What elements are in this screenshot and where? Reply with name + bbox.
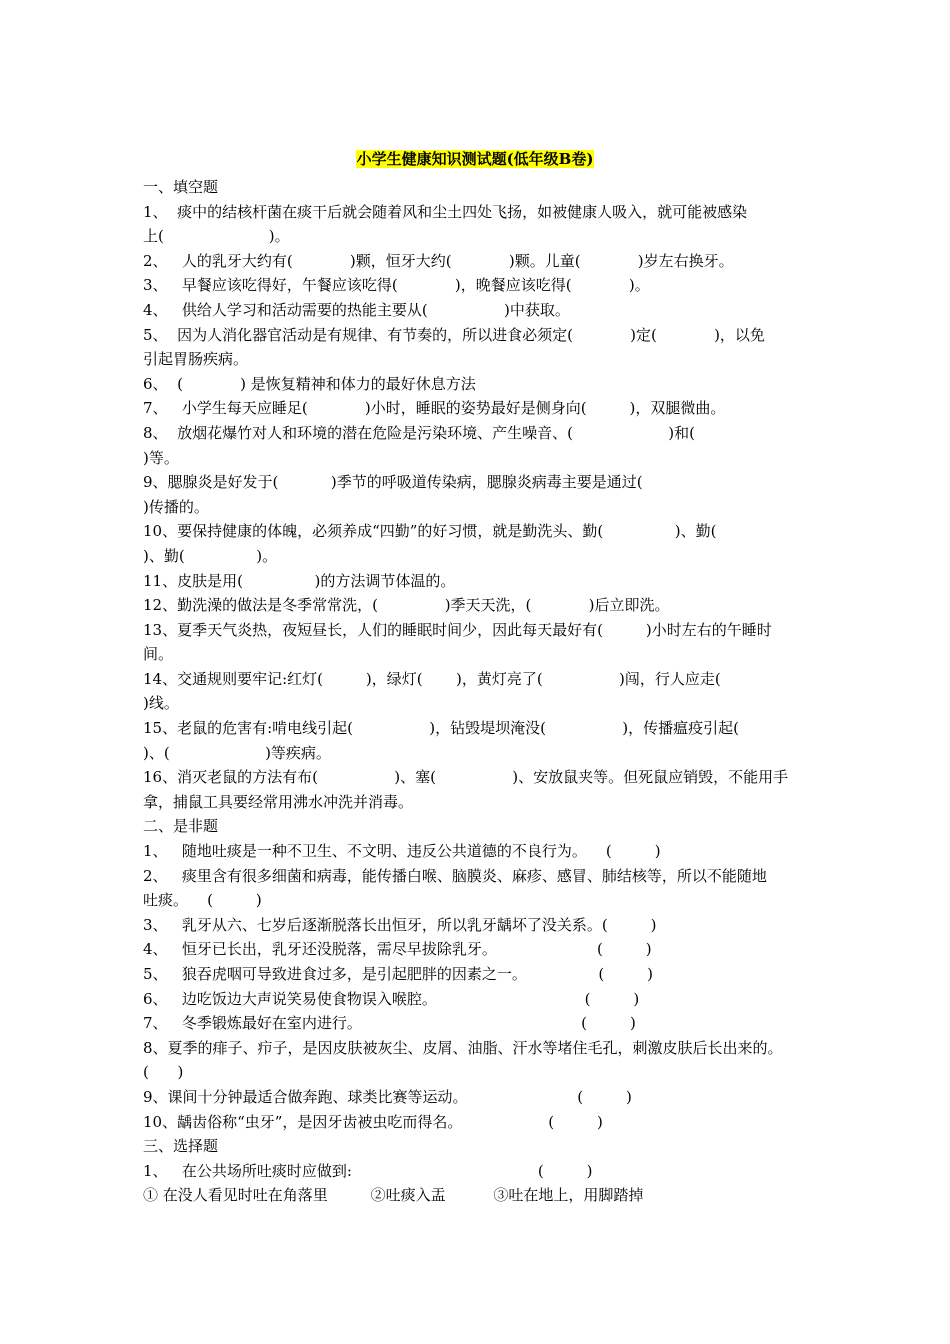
text-line: 10、要保持健康的体魄，必须养成“四勤”的好习惯，就是勤洗头、勤( )、勤( bbox=[143, 522, 717, 541]
text-line: 上( )。 bbox=[143, 227, 290, 246]
text-line: 引起胃肠疾病。 bbox=[143, 350, 249, 369]
text-line: 6、 ( ) 是恢复精神和体力的最好休息方法 bbox=[143, 374, 476, 393]
text-line: 7、 冬季锻炼最好在室内进行。 ( ) bbox=[143, 1014, 636, 1033]
text-line: 7、 小学生每天应睡足( )小时，睡眠的姿势最好是侧身向( )，双腿微曲。 bbox=[143, 399, 726, 418]
text-line: 3、 早餐应该吃得好，午餐应该吃得( )，晚餐应该吃得( )。 bbox=[143, 276, 650, 295]
text-line: ① 在没人看见时吐在角落里 ②吐痰入盂 ③吐在地上，用脚踏掉 bbox=[143, 1186, 644, 1205]
text-line: )传播的。 bbox=[143, 497, 209, 516]
document-title: 小学生健康知识测试题(低年级B卷) bbox=[356, 150, 594, 168]
text-line: 3、 乳牙从六、七岁后逐渐脱落长出恒牙，所以乳牙龋坏了没关系。( ) bbox=[143, 915, 657, 934]
text-line: ( ) bbox=[143, 1063, 184, 1082]
text-line: 12、勤洗澡的做法是冬季常常洗，( )季天天洗，( )后立即洗。 bbox=[143, 596, 670, 615]
text-line: 9、腮腺炎是好发于( )季节的呼吸道传染病，腮腺炎病毒主要是通过( bbox=[143, 473, 643, 492]
text-line: )线。 bbox=[143, 694, 179, 713]
text-line: )、( )等疾病。 bbox=[143, 743, 331, 762]
text-line: )、勤( )。 bbox=[143, 546, 278, 565]
text-line: 5、 狼吞虎咽可导致进食过多，是引起肥胖的因素之一。 ( ) bbox=[143, 965, 653, 983]
text-line: 8、 放烟花爆竹对人和环境的潜在危险是污染环境、产生噪音、( )和( bbox=[143, 423, 696, 442]
text-line: 13、夏季天气炎热，夜短昼长，人们的睡眠时间少，因此每天最好有( )小时左右的午睡时 bbox=[143, 620, 772, 639]
text-line: 拿，捕鼠工具要经常用沸水冲洗并消毒。 bbox=[143, 792, 414, 811]
text-line: 11、皮肤是用( )的方法调节体温的。 bbox=[143, 571, 456, 590]
text-line: 16、消灭老鼠的方法有布( )、塞( )、安放鼠夹等。但死鼠应销毁，不能用手 bbox=[143, 768, 789, 787]
text-line: 1、 痰中的结核杆菌在痰干后就会随着风和尘土四处飞扬，如被健康人吸入，就可能被感染 bbox=[143, 202, 748, 221]
text-line: 4、 恒牙已长出，乳牙还没脱落，需尽早拔除乳牙。 ( ) bbox=[143, 940, 652, 959]
text-line: 9、课间十分钟最适合做奔跑、球类比赛等运动。 ( ) bbox=[143, 1087, 632, 1106]
text-line: 15、老鼠的危害有:啃电线引起( )，钻毁堤坝淹没( )，传播瘟疫引起( bbox=[143, 719, 739, 738]
text-line: 8、夏季的痱子、疖子，是因皮肤被灰尘、皮屑、油脂、汗水等堵住毛孔，刺激皮肤后长出来的。 bbox=[143, 1038, 783, 1057]
text-line: 1、 在公共场所吐痰时应做到: ( ) bbox=[143, 1161, 593, 1180]
text-line: 6、 边吃饭边大声说笑易使食物误入喉腔。 ( ) bbox=[143, 989, 640, 1008]
text-line: 2、 人的乳牙大约有( )颗，恒牙大约( )颗。儿童( )岁左右换牙。 bbox=[143, 251, 734, 270]
text-line: 5、 因为人消化器官活动是有规律、有节奏的，所以进食必须定( )定( )，以免 bbox=[143, 325, 765, 344]
text-line: 14、交通规则要牢记:红灯( )，绿灯( )，黄灯亮了( )闯，行人应走( bbox=[143, 669, 721, 688]
text-line: 三、选择题 bbox=[143, 1137, 219, 1156]
text-line: 4、 供给人学习和活动需要的热能主要从( )中获取。 bbox=[143, 300, 570, 319]
text-line: 2、 痰里含有很多细菌和病毒，能传播白喉、脑膜炎、麻疹、感冒、肺结核等，所以不能随地 bbox=[143, 866, 767, 885]
document-body bbox=[143, 175, 811, 1208]
text-line: 10、龋齿俗称“虫牙”，是因牙齿被虫吃而得名。 ( ) bbox=[143, 1112, 603, 1131]
text-line: 间。 bbox=[143, 645, 174, 664]
text-line: )等。 bbox=[143, 448, 179, 467]
text-line: 二、是非题 bbox=[143, 817, 219, 836]
text-line: 吐痰。 ( ) bbox=[143, 891, 262, 910]
text-line: 1、 随地吐痰是一种不卫生、不文明、违反公共道德的不良行为。 ( ) bbox=[143, 842, 661, 861]
text-line: 一、填空题 bbox=[143, 178, 219, 196]
